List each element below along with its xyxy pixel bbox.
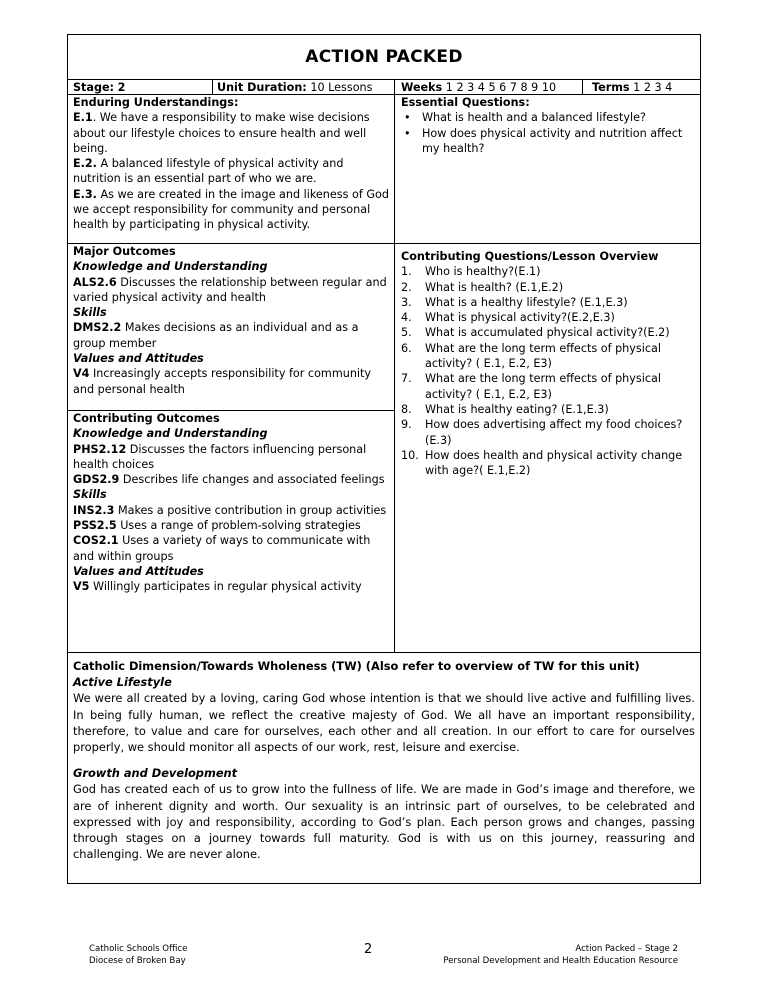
- terms-cell: [592, 80, 672, 95]
- list-item: 5. What is accumulated physical activity?(E.2): [401, 326, 670, 340]
- contributing-questions: [401, 249, 695, 478]
- stage-divider: [212, 79, 213, 94]
- contributing-outcomes-heading: Contributing Outcomes: [73, 412, 220, 425]
- list-item: 8. What is healthy eating? (E.1,E.3): [401, 402, 609, 416]
- growth-text: God has created each of us to grow into the fullness of life. We are made in God’s image and therefore, we are of inherent dignity and worth. Our sexuality is an intrinsic part of ourselves, to be celebrated and expressed with joy and responsibility, according to God’s plan. Each person grows and changes, passing through stages on a journey towards full maturity. God is with us on this journey, reassuring and challenging. We are never alone.: [73, 782, 695, 862]
- major-skills-heading: Skills: [73, 306, 107, 320]
- page-number: 2: [364, 942, 373, 957]
- list-item: 7. What are the long term effects of physical activity? ( E.1, E.2, E3): [401, 372, 661, 401]
- catholic-divider: [68, 652, 700, 653]
- enduring-heading: Enduring Understandings:: [73, 96, 239, 109]
- essential-heading: Essential Questions:: [401, 96, 530, 109]
- enduring-item: E.1. We have a responsibility to make wise decisions about our lifestyle choices to ensure health and well being.: [73, 111, 370, 155]
- bullet-icon: •: [404, 111, 411, 125]
- list-item: 2. What is health? (E.1,E.2): [401, 280, 564, 294]
- major-ku-heading: Knowledge and Understanding: [73, 260, 268, 274]
- active-lifestyle-heading: Active Lifestyle: [73, 675, 172, 690]
- page-title: ACTION PACKED: [305, 47, 463, 67]
- essential-questions: [401, 95, 695, 156]
- title-row: [68, 35, 700, 80]
- list-item: 6. What are the long term effects of physical activity? ( E.1, E.2, E3): [401, 341, 661, 371]
- list-item: 10. How does health and physical activity change with age?( E.1,E.2): [401, 448, 683, 478]
- outcome-item: V5 Willingly participates in regular physical activity: [73, 580, 362, 594]
- list-item: 4. What is physical activity?(E.2,E.3): [401, 311, 615, 325]
- outcome-item: INS2.3 Makes a positive contribution in group activities: [73, 503, 387, 517]
- footer-right: [443, 943, 678, 967]
- list-item: 1. Who is healthy?(E.1): [401, 265, 541, 279]
- list-item: • How does physical activity and nutrition affect my health?: [401, 126, 695, 157]
- co-va-heading: Values and Attitudes: [73, 564, 204, 578]
- enduring-item: E.3. As we are created in the image and likeness of God we accept responsibility for community and personal health by participating in physical activity.: [73, 187, 389, 232]
- weeks-cell: [401, 80, 556, 95]
- major-outcomes: [73, 244, 391, 397]
- co-ku-heading: Knowledge and Understanding: [73, 427, 268, 441]
- outcome-item: PHS2.12 Discusses the factors influencing personal health choices: [73, 442, 367, 471]
- duration-value: 10 Lessons: [310, 81, 373, 94]
- outcome-item: V4 Increasingly accepts responsibility for community and personal health: [73, 367, 372, 396]
- catholic-dimension: [73, 658, 695, 862]
- weeks-value: 1 2 3 4 5 6 7 8 9 10: [445, 81, 557, 94]
- major-va-heading: Values and Attitudes: [73, 352, 204, 366]
- duration-label: Unit Duration:: [217, 81, 307, 94]
- footer-office: Catholic Schools Office: [89, 944, 188, 954]
- outcome-item: COS2.1 Uses a variety of ways to communicate with and within groups: [73, 534, 371, 563]
- footer-resource-subtitle: Personal Development and Health Education Resource: [443, 956, 678, 966]
- list-item: 9. How does advertising affect my food choices?(E.3): [401, 418, 683, 447]
- enduring-item: E.2. A balanced lifestyle of physical activity and nutrition is an essential part of who we are.: [73, 157, 344, 186]
- footer-left: [89, 943, 187, 967]
- major-heading: Major Outcomes: [73, 245, 176, 258]
- enduring-understandings: [73, 95, 391, 233]
- list-item: 3. What is a healthy lifestyle? (E.1,E.3): [401, 295, 628, 309]
- active-lifestyle-text: We were all created by a loving, caring God whose intention is that we should live active and fulfilling lives. In being fully human, we reflect the creative majesty of God. We all have an important responsibility, therefore, to value and care for ourselves, each other and all creation. In our effort to care for ourselves properly, we should monitor all aspects of our work, rest, leisure and exercise.: [73, 691, 695, 755]
- co-skills-heading: Skills: [73, 488, 107, 502]
- contributing-questions-heading: Contributing Questions/Lesson Overview: [401, 250, 659, 263]
- stage-value: 2: [117, 81, 126, 94]
- outcome-item: GDS2.9 Describes life changes and associated feelings: [73, 473, 385, 487]
- terms-label: Terms: [592, 81, 630, 94]
- outcome-item: ALS2.6 Discusses the relationship between regular and varied physical activity and health: [73, 275, 387, 304]
- terms-value: 1 2 3 4: [633, 81, 673, 94]
- footer-resource-title: Action Packed – Stage 2: [575, 944, 678, 954]
- list-item: • What is health and a balanced lifestyle?: [401, 110, 695, 125]
- stage-label: Stage:: [73, 81, 115, 94]
- duration-cell: [217, 80, 372, 95]
- outcome-item: PSS2.5 Uses a range of problem-solving strategies: [73, 519, 361, 533]
- weeks-divider: [582, 79, 583, 94]
- catholic-heading: Catholic Dimension/Towards Wholeness (TW) (Also refer to overview of TW for this unit): [73, 659, 640, 673]
- unit-overview-table: [67, 34, 701, 884]
- footer-diocese: Diocese of Broken Bay: [89, 956, 186, 966]
- growth-heading: Growth and Development: [73, 766, 238, 781]
- contributing-outcomes: [73, 411, 391, 595]
- bullet-icon: •: [404, 126, 411, 140]
- center-divider: [394, 79, 395, 652]
- outcome-item: DMS2.2 Makes decisions as an individual and as a group member: [73, 321, 359, 350]
- stage-cell: [73, 80, 125, 95]
- weeks-label: Weeks: [401, 81, 443, 94]
